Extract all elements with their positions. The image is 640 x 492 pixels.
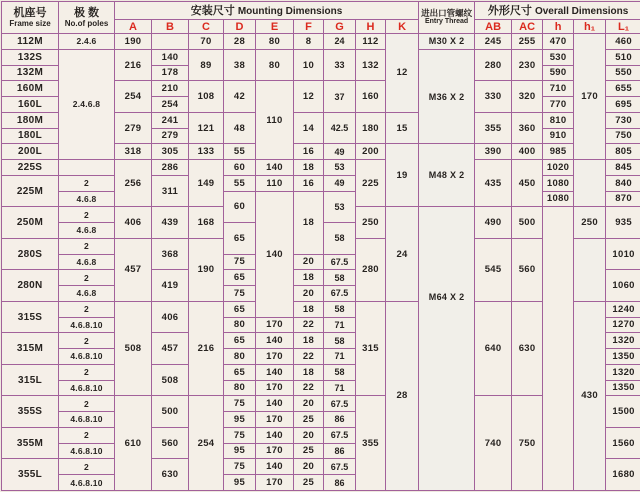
frame-size-label: 200L: [2, 144, 59, 160]
cell-D: 65: [224, 301, 256, 317]
poles-value: 4.6.8: [59, 254, 115, 270]
cell-A: 318: [115, 144, 152, 160]
cell-B: 419: [152, 270, 189, 302]
cell-F: 22: [294, 380, 324, 396]
cell-F: 18: [294, 270, 324, 286]
cell-F: 25: [294, 443, 324, 459]
poles-value: 2: [59, 175, 115, 191]
cell-F: 20: [294, 396, 324, 412]
cell-E: 170: [256, 317, 294, 333]
cell-F: 22: [294, 349, 324, 365]
cell-AC: 360: [512, 112, 543, 144]
cell-L1: 870: [606, 191, 640, 207]
cell-D: 65: [224, 333, 256, 349]
cell-h1: 170: [574, 34, 606, 160]
cell-B: 439: [152, 207, 189, 239]
poles-value: 4.6.8.10: [59, 443, 115, 459]
cell-B: 241: [152, 112, 189, 128]
cell-B: 500: [152, 396, 189, 428]
cell-AB: 490: [475, 207, 512, 239]
cell-L1: 550: [606, 65, 640, 81]
cell-D: 80: [224, 349, 256, 365]
poles-value: 4.6.8.10: [59, 380, 115, 396]
cell-H: 355: [356, 396, 386, 491]
cell-AC: 630: [512, 301, 543, 396]
cell-C: 133: [189, 144, 224, 160]
cell-L1: 1240: [606, 301, 640, 317]
mounting-header-zh: 安装尺寸: [190, 4, 235, 17]
cell-H: 180: [356, 112, 386, 144]
cell-D: 75: [224, 254, 256, 270]
cell-G: 71: [324, 380, 356, 396]
poles-value: 2: [59, 207, 115, 223]
entry-thread-value: M64 X 2: [419, 207, 475, 491]
cell-G: 86: [324, 443, 356, 459]
poles-value: 2: [59, 333, 115, 349]
cell-L1: 935: [606, 207, 640, 239]
cell-L1: 1320: [606, 333, 640, 349]
cell-E: 140: [256, 427, 294, 443]
cell-C: 216: [189, 301, 224, 396]
cell-H: 280: [356, 238, 386, 301]
cell-A: 610: [115, 396, 152, 491]
cell-G: 67.5: [324, 254, 356, 270]
cell-B: 311: [152, 175, 189, 207]
frame-size-label: 355M: [2, 427, 59, 459]
poles-value: [59, 160, 115, 176]
cell-AC: 230: [512, 49, 543, 81]
cell-F: 18: [294, 333, 324, 349]
cell-A: 256: [115, 160, 152, 207]
cell-G: 86: [324, 412, 356, 428]
poles-value: 4.6.8.10: [59, 349, 115, 365]
cell-h: 1020: [543, 160, 574, 176]
cell-C: 89: [189, 49, 224, 81]
col-letter-h1: h₁: [574, 20, 606, 34]
col-letter-AC: AC: [512, 20, 543, 34]
cell-B: 279: [152, 128, 189, 144]
cell-D: 60: [224, 160, 256, 176]
cell-K: 24: [386, 207, 419, 302]
poles-value: 2: [59, 270, 115, 286]
cell-h: 1080: [543, 175, 574, 191]
cell-h: 910: [543, 128, 574, 144]
cell-C: 149: [189, 160, 224, 207]
poles-value: 2: [59, 459, 115, 475]
cell-A: 216: [115, 49, 152, 81]
poles-value: 4.6.8.10: [59, 412, 115, 428]
cell-L1: 460: [606, 34, 640, 50]
entry-thread-header-en: Entry Thread: [424, 18, 469, 25]
cell-G: 58: [324, 333, 356, 349]
cell-D: 95: [224, 443, 256, 459]
cell-A: 254: [115, 81, 152, 113]
frame-size-label: 132M: [2, 65, 59, 81]
cell-AB: 545: [475, 238, 512, 301]
cell-L1: 845: [606, 160, 640, 176]
cell-G: 71: [324, 349, 356, 365]
poles-value: 2: [59, 238, 115, 254]
cell-h: 1080: [543, 191, 574, 207]
cell-C: 70: [189, 34, 224, 50]
cell-C: 121: [189, 112, 224, 144]
cell-F: 20: [294, 254, 324, 270]
col-letter-F: F: [294, 20, 324, 34]
cell-H: 160: [356, 81, 386, 113]
mounting-header-en: Mounting Dimensions: [237, 5, 343, 17]
cell-G: 58: [324, 223, 356, 255]
cell-F: 16: [294, 175, 324, 191]
cell-F: 18: [294, 364, 324, 380]
col-letter-K: K: [386, 20, 419, 34]
cell-F: 25: [294, 475, 324, 491]
poles-value: 2.4.6: [59, 34, 115, 50]
cell-B: 630: [152, 459, 189, 491]
cell-B: 305: [152, 144, 189, 160]
cell-F: 25: [294, 412, 324, 428]
cell-K: 15: [386, 112, 419, 144]
frame-size-label: 250M: [2, 207, 59, 239]
cell-AB: 280: [475, 49, 512, 81]
cell-G: 71: [324, 317, 356, 333]
cell-D: 65: [224, 223, 256, 255]
cell-A: 406: [115, 207, 152, 239]
cell-F: 20: [294, 427, 324, 443]
poles-value: 4.6.8: [59, 191, 115, 207]
overall-dimensions-header: [475, 2, 640, 20]
cell-h1: 250: [574, 207, 606, 239]
cell-H: 250: [356, 207, 386, 239]
cell-AB: 245: [475, 34, 512, 50]
cell-C: 108: [189, 81, 224, 113]
cell-D: 28: [224, 34, 256, 50]
cell-AB: 330: [475, 81, 512, 113]
cell-h: 470: [543, 34, 574, 50]
frame-size-label: 355L: [2, 459, 59, 491]
cell-h1: [574, 160, 606, 207]
cell-B: 140: [152, 49, 189, 65]
cell-AC: 320: [512, 81, 543, 113]
cell-L1: 730: [606, 112, 640, 128]
col-letter-h: h: [543, 20, 574, 34]
col-letter-H: H: [356, 20, 386, 34]
cell-B: 457: [152, 333, 189, 365]
cell-D: 55: [224, 144, 256, 160]
cell-h: 530: [543, 49, 574, 65]
cell-K: 12: [386, 34, 419, 113]
cell-G: 67.5: [324, 427, 356, 443]
frame-size-label: 315S: [2, 301, 59, 333]
cell-L1: 840: [606, 175, 640, 191]
cell-AB: 740: [475, 396, 512, 491]
poles-value: 4.6.8.10: [59, 317, 115, 333]
cell-C: 190: [189, 238, 224, 301]
cell-H: 200: [356, 144, 386, 160]
cell-L1: 1320: [606, 364, 640, 380]
cell-C: 168: [189, 207, 224, 239]
col-letter-A: A: [115, 20, 152, 34]
entry-thread-header-zh: 进出口管螺纹: [421, 8, 473, 18]
cell-G: 67.5: [324, 286, 356, 302]
cell-F: 12: [294, 81, 324, 113]
cell-h1: [574, 238, 606, 301]
cell-G: 67.5: [324, 396, 356, 412]
entry-thread-value: M30 X 2: [419, 34, 475, 50]
cell-H: 315: [356, 301, 386, 396]
cell-h: 810: [543, 112, 574, 128]
cell-G: 49: [324, 144, 356, 160]
table-row: [2, 49, 640, 65]
cell-A: 279: [115, 112, 152, 144]
cell-AC: 500: [512, 207, 543, 239]
cell-E: 80: [256, 49, 294, 81]
cell-L1: 1560: [606, 427, 640, 459]
cell-B: 254: [152, 97, 189, 113]
poles-header: [59, 2, 115, 34]
cell-H: 132: [356, 49, 386, 81]
cell-L1: 1060: [606, 270, 640, 302]
cell-D: 80: [224, 317, 256, 333]
cell-E: 170: [256, 475, 294, 491]
cell-F: 18: [294, 191, 324, 254]
cell-D: 80: [224, 380, 256, 396]
cell-B: [152, 34, 189, 50]
overall-header-zh: 外形尺寸: [487, 4, 532, 17]
overall-header-en: Overall Dimensions: [534, 5, 629, 17]
cell-h: 590: [543, 65, 574, 81]
cell-D: 95: [224, 412, 256, 428]
cell-E: 110: [256, 81, 294, 160]
cell-L1: 1350: [606, 380, 640, 396]
table-row: [2, 191, 640, 207]
cell-h: [543, 207, 574, 491]
cell-A: 457: [115, 238, 152, 301]
cell-G: 24: [324, 34, 356, 50]
cell-A: 190: [115, 34, 152, 50]
cell-E: 140: [256, 160, 294, 176]
mounting-dimensions-header: [115, 2, 419, 20]
cell-G: 53: [324, 191, 356, 223]
cell-B: 286: [152, 160, 189, 176]
cell-L1: 510: [606, 49, 640, 65]
col-letter-E: E: [256, 20, 294, 34]
cell-H: 112: [356, 34, 386, 50]
cell-F: 20: [294, 286, 324, 302]
cell-AC: 450: [512, 160, 543, 207]
poles-value: 2: [59, 364, 115, 380]
cell-B: 368: [152, 238, 189, 270]
cell-E: 140: [256, 333, 294, 349]
cell-G: 58: [324, 270, 356, 286]
poles-value: 4.6.8.10: [59, 475, 115, 491]
entry-thread-header: [419, 2, 475, 34]
dimensions-table: [1, 1, 640, 491]
col-letter-AB: AB: [475, 20, 512, 34]
frame-size-label: 315M: [2, 333, 59, 365]
frame-size-label: 280N: [2, 270, 59, 302]
cell-E: 170: [256, 380, 294, 396]
cell-L1: 750: [606, 128, 640, 144]
cell-E: 140: [256, 364, 294, 380]
cell-h1: 430: [574, 301, 606, 490]
frame-size-label: 132S: [2, 49, 59, 65]
poles-value: 2: [59, 427, 115, 443]
cell-F: 8: [294, 34, 324, 50]
cell-E: 140: [256, 459, 294, 475]
cell-B: 508: [152, 364, 189, 396]
poles-value: 2.4.6.8: [59, 49, 115, 159]
cell-F: 22: [294, 317, 324, 333]
cell-D: 75: [224, 286, 256, 302]
cell-L1: 655: [606, 81, 640, 97]
cell-L1: 1010: [606, 238, 640, 270]
cell-D: 55: [224, 175, 256, 191]
entry-thread-value: M36 X 2: [419, 49, 475, 144]
col-letter-G: G: [324, 20, 356, 34]
cell-G: 58: [324, 301, 356, 317]
table-row: [2, 175, 640, 191]
cell-D: 42: [224, 81, 256, 113]
frame-size-label: 355S: [2, 396, 59, 428]
frame-size-label: 112M: [2, 34, 59, 50]
entry-thread-value: M48 X 2: [419, 144, 475, 207]
cell-D: 75: [224, 459, 256, 475]
cell-L1: 1350: [606, 349, 640, 365]
cell-G: 33: [324, 49, 356, 81]
cell-C: 254: [189, 396, 224, 491]
col-letter-L1: L₁: [606, 20, 640, 34]
cell-L1: 805: [606, 144, 640, 160]
poles-value: 4.6.8: [59, 223, 115, 239]
poles-value: 2: [59, 301, 115, 317]
cell-K: 28: [386, 301, 419, 490]
cell-E: 170: [256, 443, 294, 459]
cell-F: 18: [294, 301, 324, 317]
frame-size-header-en: Frame size: [9, 18, 51, 28]
cell-D: 95: [224, 475, 256, 491]
cell-G: 49: [324, 175, 356, 191]
col-letter-C: C: [189, 20, 224, 34]
cell-F: 18: [294, 160, 324, 176]
cell-E: 140: [256, 191, 294, 317]
cell-G: 58: [324, 364, 356, 380]
cell-h: 985: [543, 144, 574, 160]
cell-AB: 355: [475, 112, 512, 144]
cell-AC: 400: [512, 144, 543, 160]
cell-B: 560: [152, 427, 189, 459]
frame-size-label: 225M: [2, 175, 59, 207]
cell-G: 53: [324, 160, 356, 176]
cell-A: 508: [115, 301, 152, 396]
cell-h: 710: [543, 81, 574, 97]
cell-K: 19: [386, 144, 419, 207]
cell-G: 37: [324, 81, 356, 113]
poles-value: 2: [59, 396, 115, 412]
cell-H: 225: [356, 160, 386, 207]
frame-size-label: 280S: [2, 238, 59, 270]
cell-E: 80: [256, 34, 294, 50]
col-letter-B: B: [152, 20, 189, 34]
cell-B: 406: [152, 301, 189, 333]
cell-h: 770: [543, 97, 574, 113]
cell-D: 75: [224, 427, 256, 443]
poles-value: 4.6.8: [59, 286, 115, 302]
cell-E: 170: [256, 412, 294, 428]
cell-G: 86: [324, 475, 356, 491]
cell-F: 14: [294, 112, 324, 144]
frame-size-label: 225S: [2, 160, 59, 176]
frame-size-label: 160L: [2, 97, 59, 113]
cell-F: 20: [294, 459, 324, 475]
cell-D: 38: [224, 49, 256, 81]
frame-size-label: 315L: [2, 364, 59, 396]
poles-header-zh: 极 数: [73, 6, 100, 19]
cell-D: 65: [224, 364, 256, 380]
cell-L1: 1680: [606, 459, 640, 491]
cell-L1: 1500: [606, 396, 640, 428]
cell-G: 42.5: [324, 112, 356, 144]
cell-D: 60: [224, 191, 256, 223]
cell-AB: 640: [475, 301, 512, 396]
cell-F: 16: [294, 144, 324, 160]
cell-D: 75: [224, 396, 256, 412]
table-row: [2, 34, 640, 50]
cell-AC: 750: [512, 396, 543, 491]
table-row: [2, 160, 640, 176]
frame-size-label: 180L: [2, 128, 59, 144]
cell-AC: 255: [512, 34, 543, 50]
cell-L1: 695: [606, 97, 640, 113]
cell-B: 210: [152, 81, 189, 97]
cell-E: 140: [256, 396, 294, 412]
cell-AB: 435: [475, 160, 512, 207]
cell-D: 65: [224, 270, 256, 286]
cell-F: 10: [294, 49, 324, 81]
frame-size-header: [2, 2, 59, 34]
frame-size-header-zh: 机座号: [13, 6, 47, 19]
cell-B: 178: [152, 65, 189, 81]
poles-header-en: No.of poles: [64, 18, 109, 28]
cell-D: 48: [224, 112, 256, 144]
frame-size-label: 160M: [2, 81, 59, 97]
col-letter-D: D: [224, 20, 256, 34]
cell-G: 67.5: [324, 459, 356, 475]
cell-AC: 560: [512, 238, 543, 301]
cell-E: 110: [256, 175, 294, 191]
cell-AB: 390: [475, 144, 512, 160]
frame-size-label: 180M: [2, 112, 59, 128]
cell-E: 170: [256, 349, 294, 365]
cell-L1: 1270: [606, 317, 640, 333]
